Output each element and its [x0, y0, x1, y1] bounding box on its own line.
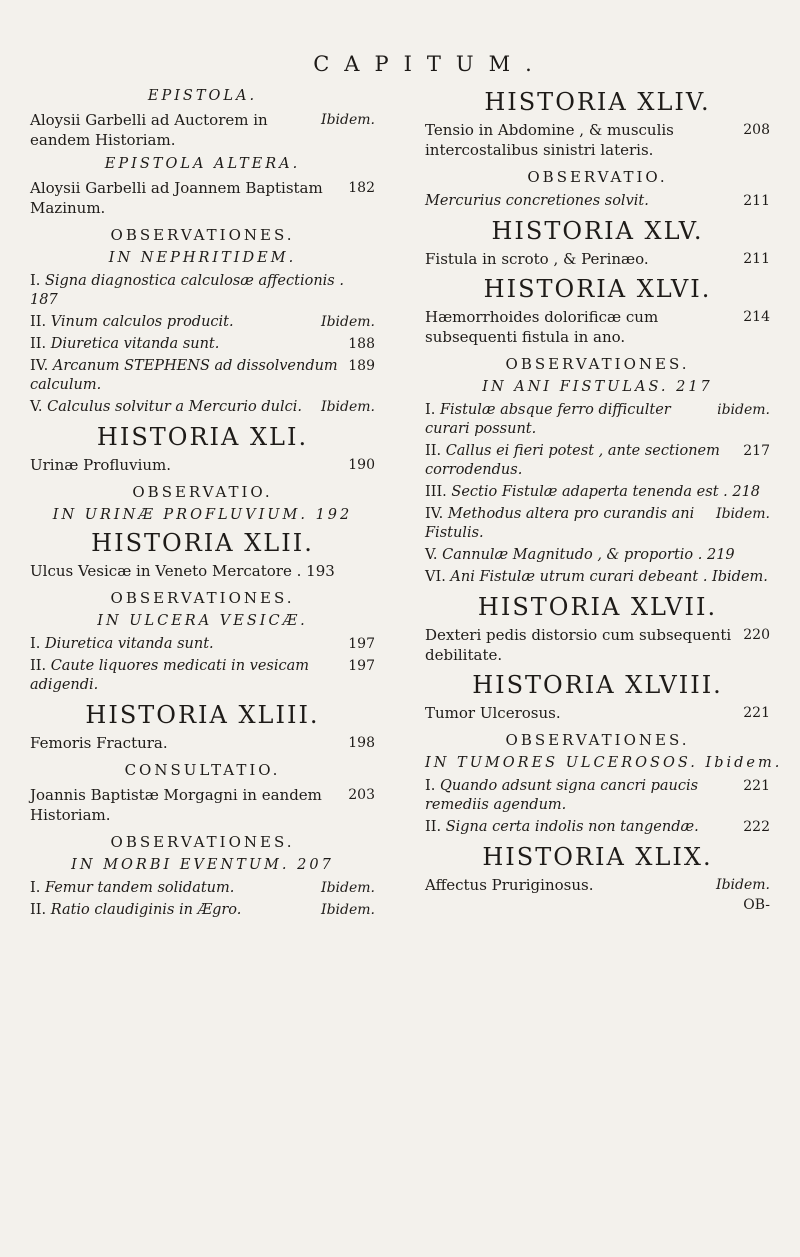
page-number: 197	[348, 658, 375, 674]
page-number: 188	[348, 336, 375, 352]
observation-item	[425, 546, 770, 565]
item-text: Methodus altera pro curandis ani Fistulis.	[425, 506, 695, 541]
toc-entry	[30, 110, 375, 150]
item-number: II.	[425, 819, 446, 835]
page-number: Ibidem.	[321, 880, 375, 896]
catchword: OB-	[743, 897, 770, 913]
page-number: 198	[348, 735, 375, 751]
italic-section-title: IN ULCERA VESICÆ.	[97, 613, 308, 629]
running-header: CAPITUM.	[313, 52, 547, 76]
item-number: II.	[30, 902, 51, 918]
item-text: Calculus solvitur a Mercurio dulci.	[47, 399, 302, 415]
toc-entry	[30, 561, 375, 581]
entry-text: Tumor Ulcerosus.	[425, 704, 561, 722]
item-number: V.	[425, 547, 443, 563]
toc-entry	[30, 178, 375, 218]
historia-heading: HISTORIA XLVIII.	[472, 671, 723, 699]
section-subheading: CONSULTATIO.	[124, 761, 281, 779]
observation-item	[425, 442, 770, 480]
section-subheading: OBSERVATIONES.	[110, 226, 295, 244]
item-number: I.	[425, 778, 440, 794]
item-number: II.	[30, 658, 51, 674]
observation-item	[30, 357, 375, 395]
entry-text: Ulcus Vesicæ in Veneto Mercatore . 193	[30, 562, 335, 580]
page-number: 211	[743, 193, 770, 209]
item-text: Femur tandem solidatum.	[44, 880, 235, 896]
historia-heading: HISTORIA XLIV.	[484, 88, 711, 116]
item-text: Callus ei fieri potest , ante sectionem corrodendus.	[425, 443, 720, 478]
historia-heading: HISTORIA XLVII.	[477, 593, 718, 621]
section-subheading: OBSERVATIO.	[132, 483, 273, 501]
right-column	[425, 82, 783, 913]
toc-entry	[425, 120, 770, 160]
page-number: 221	[743, 778, 770, 794]
item-text: Fistulæ absque ferro difficulter curari possunt.	[425, 402, 671, 437]
italic-section-title: IN TUMORES ULCEROSOS. Ibidem.	[425, 755, 783, 771]
page-number: ibidem.	[717, 402, 770, 418]
observation-item	[30, 335, 375, 354]
item-text: Ani Fistulæ utrum curari debeant . Ibidem.	[450, 569, 768, 585]
item-number: I.	[30, 636, 45, 652]
page-number: 190	[348, 457, 375, 473]
toc-entry	[425, 875, 770, 895]
item-number: IV.	[425, 506, 448, 522]
section-subheading: OBSERVATIONES.	[110, 833, 295, 851]
toc-entry	[425, 625, 770, 665]
observation-item	[30, 657, 375, 695]
item-text: Vinum calculos producit.	[50, 314, 234, 330]
section-subheading: OBSERVATIONES.	[505, 731, 690, 749]
toc-entry	[425, 307, 770, 347]
observation-item	[425, 505, 770, 543]
toc-entry	[30, 785, 375, 825]
italic-section-title: IN NEPHRITIDEM.	[108, 250, 297, 266]
page-number: 217	[743, 443, 770, 459]
page-number: 197	[348, 636, 375, 652]
observation-item	[425, 568, 770, 587]
item-text: Ratio claudiginis in Ægro.	[50, 902, 242, 918]
page-number: 182	[348, 180, 375, 196]
entry-text: Fistula in scroto , & Perinæo.	[425, 250, 649, 268]
italic-section-title: IN ANI FISTULAS. 217	[482, 379, 713, 395]
toc-entry	[425, 703, 770, 723]
item-text: Cannulæ Magnitudo , & proportio . 219	[442, 547, 735, 563]
item-text: Caute liquores medicati in vesicam adigendi.	[30, 658, 310, 693]
item-number: III.	[425, 484, 452, 500]
historia-heading: HISTORIA XLIII.	[85, 701, 320, 729]
page-number: Ibidem.	[321, 314, 375, 330]
observation-item	[30, 901, 375, 920]
item-number: I.	[30, 273, 45, 289]
item-text: Mercurius concretiones solvit.	[425, 193, 649, 209]
italic-section-title: IN MORBI EVENTUM. 207	[71, 857, 334, 873]
item-number: V.	[30, 399, 48, 415]
italic-section-title: IN URINÆ PROFLUVIUM. 192	[52, 507, 353, 523]
historia-heading: HISTORIA XLI.	[96, 423, 309, 451]
entry-text: Tensio in Abdomine , & musculis intercostalibus sinistri lateris.	[425, 121, 674, 159]
toc-entry	[30, 733, 375, 753]
page-number: Ibidem.	[716, 506, 770, 522]
item-number: IV.	[30, 358, 53, 374]
observation-item	[30, 313, 375, 332]
observation-item	[30, 272, 375, 310]
item-number: II.	[425, 443, 446, 459]
historia-heading: HISTORIA XLV.	[491, 217, 704, 245]
section-subheading: OBSERVATIONES.	[110, 589, 295, 607]
page-number: 222	[743, 819, 770, 835]
item-text: Sectio Fistulæ adaperta tenenda est . 218	[451, 484, 761, 500]
item-text: Arcanum STEPHENS ad dissolvendum calculum.	[30, 358, 338, 393]
page-number: 214	[743, 309, 770, 325]
observation-item	[30, 635, 375, 654]
italic-section-title: EPISTOLA ALTERA.	[104, 156, 301, 172]
item-number: I.	[425, 402, 440, 418]
historia-heading: HISTORIA XLVI.	[483, 275, 712, 303]
entry-text: Hæmorrhoides dolorificæ cum subsequenti fistula in ano.	[425, 308, 659, 346]
historia-heading: HISTORIA XLIX.	[482, 843, 713, 871]
item-text: Signa certa indolis non tangendæ.	[445, 819, 699, 835]
observation-item	[30, 398, 375, 417]
entry-text: Aloysii Garbelli ad Joannem Baptistam Mazinum.	[30, 179, 323, 217]
observation-item	[30, 879, 375, 898]
observation-item	[425, 401, 770, 439]
left-column	[30, 82, 375, 923]
item-number: I.	[30, 880, 45, 896]
historia-heading: HISTORIA XLII.	[91, 529, 314, 557]
page-number: Ibidem.	[321, 902, 375, 918]
entry-text: Urinæ Profluvium.	[30, 456, 172, 474]
observation-item	[425, 818, 770, 837]
page-number: Ibidem.	[321, 399, 375, 415]
section-subheading: OBSERVATIO.	[527, 168, 668, 186]
entry-text: Femoris Fractura.	[30, 734, 168, 752]
toc-entry	[30, 455, 375, 475]
entry-text: Affectus Pruriginosus.	[425, 876, 594, 894]
page-number: 189	[348, 358, 375, 374]
observation-item	[425, 483, 770, 502]
item-text: Diuretica vitanda sunt.	[44, 636, 214, 652]
section-subheading: OBSERVATIONES.	[505, 355, 690, 373]
page-number: Ibidem.	[321, 112, 375, 128]
item-number: II.	[30, 336, 51, 352]
entry-text: Dexteri pedis distorsio cum subsequenti debilitate.	[425, 626, 732, 664]
entry-text: Aloysii Garbelli ad Auctorem in eandem Historiam.	[30, 111, 268, 149]
page-number: 220	[743, 627, 770, 643]
item-number: II.	[30, 314, 51, 330]
page-number: Ibidem.	[716, 877, 770, 893]
page-number: 208	[743, 122, 770, 138]
page-number: 211	[743, 251, 770, 267]
page-number: 203	[348, 787, 375, 803]
observation-item	[425, 192, 770, 211]
entry-text: Joannis Baptistæ Morgagni in eandem Historiam.	[30, 786, 322, 824]
toc-entry	[425, 249, 770, 269]
item-text: Diuretica vitanda sunt.	[50, 336, 220, 352]
item-number: VI.	[425, 569, 451, 585]
italic-section-title: EPISTOLA.	[147, 88, 258, 104]
item-text: Quando adsunt signa cancri paucis remediis agendum.	[425, 778, 699, 813]
item-text: Signa diagnostica calculosæ affectionis . 187	[30, 273, 344, 308]
page-number: 221	[743, 705, 770, 721]
observation-item	[425, 777, 770, 815]
